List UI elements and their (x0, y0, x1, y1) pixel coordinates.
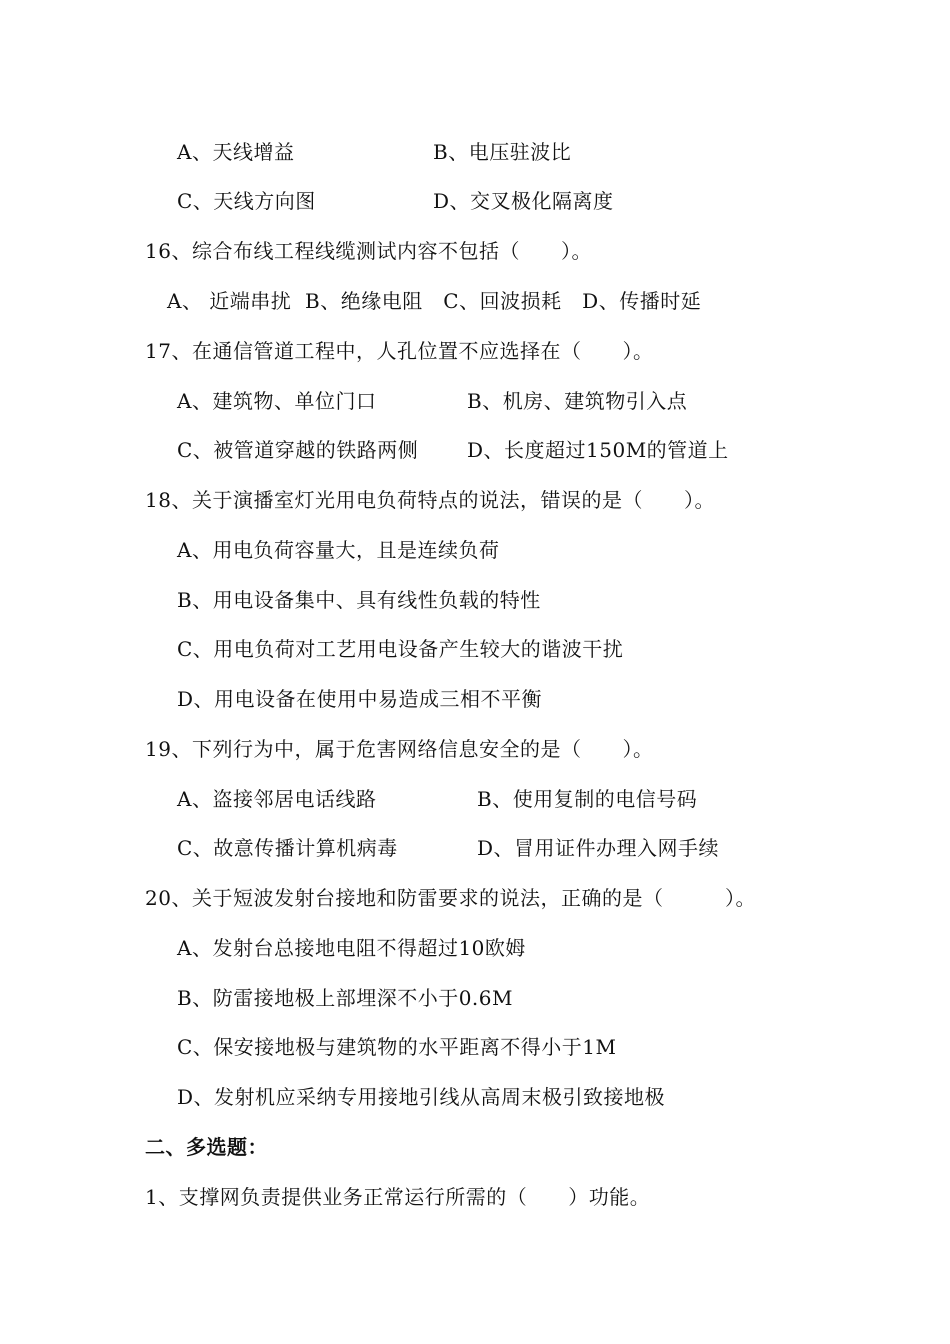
q20-stem: 20、关于短波发射台接地和防雷要求的说法，正确的是（ ）。 (145, 886, 756, 910)
q17-option-d: D、长度超过150M的管道上 (467, 438, 729, 462)
q20-option-b: B、防雷接地极上部埋深不小于0.6M (177, 986, 513, 1010)
q18-option-c: C、用电负荷对工艺用电设备产生较大的谐波干扰 (177, 637, 624, 661)
q18-option-b: B、用电设备集中、具有线性负载的特性 (177, 588, 541, 612)
q18-stem: 18、关于演播室灯光用电负荷特点的说法，错误的是（ ）。 (145, 488, 715, 512)
q15-option-a: A、天线增益 (177, 140, 295, 164)
q17-stem: 17、在通信管道工程中，人孔位置不应选择在（ ）。 (145, 339, 654, 363)
q19-option-b: B、使用复制的电信号码 (477, 787, 698, 811)
q15-option-c: C、天线方向图 (177, 189, 316, 213)
section-heading-multiple-choice: 二、多选题： (145, 1135, 268, 1159)
q20-option-d: D、发射机应采纳专用接地引线从高周末极引致接地极 (177, 1085, 666, 1109)
q15-option-b: B、电压驻波比 (433, 140, 572, 164)
q19-option-a: A、盗接邻居电话线路 (177, 787, 377, 811)
q15-option-d: D、交叉极化隔离度 (433, 189, 614, 213)
q17-option-b: B、机房、建筑物引入点 (467, 389, 688, 413)
q19-option-d: D、冒用证件办理入网手续 (477, 836, 720, 860)
q19-option-c: C、故意传播计算机病毒 (177, 836, 398, 860)
q17-option-a: A、建筑物、单位门口 (177, 389, 377, 413)
q18-option-a: A、用电负荷容量大，且是连续负荷 (177, 538, 500, 562)
q16-stem: 16、综合布线工程线缆测试内容不包括（ ）。 (145, 239, 592, 263)
q20-option-a: A、发射台总接地电阻不得超过10欧姆 (177, 936, 526, 960)
q17-option-c: C、被管道穿越的铁路两侧 (177, 438, 419, 462)
q20-option-c: C、保安接地极与建筑物的水平距离不得小于1M (177, 1035, 617, 1059)
mq1-stem: 1、支撑网负责提供业务正常运行所需的（ ）功能。 (145, 1185, 651, 1209)
q16-options: A、 近端串扰 B、绝缘电阻 C、回波损耗 D、传播时延 (167, 289, 702, 313)
q18-option-d: D、用电设备在使用中易造成三相不平衡 (177, 687, 543, 711)
q19-stem: 19、下列行为中，属于危害网络信息安全的是（ ）。 (145, 737, 654, 761)
